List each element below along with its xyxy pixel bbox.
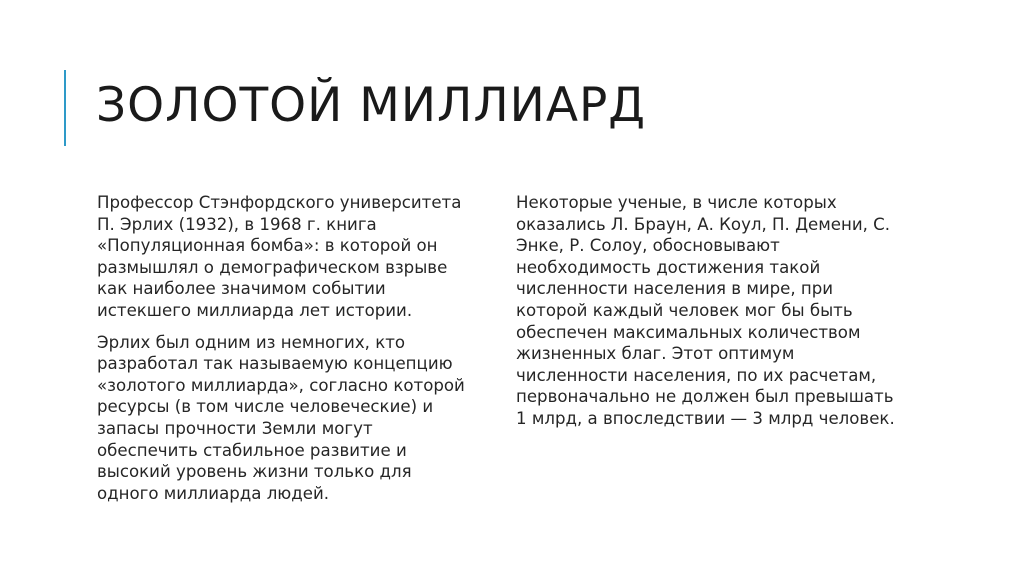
left-text-column — [97, 192, 477, 514]
slide-title: ЗОЛОТОЙ МИЛЛИАРД — [96, 78, 647, 133]
left-paragraph-2: Эрлих был одним из немногих, кто разработал так называемую концепцию «золотого миллиарда», согласно которой ресурсы (в том числе человеческие) и запасы прочности Земли могут обеспечить стабильное развитие и высокий уровень жизни только для одного миллиарда людей. — [97, 332, 465, 503]
right-text-column — [516, 192, 904, 440]
right-paragraph-1: Некоторые ученые, в числе которых оказались Л. Браун, А. Коул, П. Демени, С. Энке, Р. Солоу, обосновывают необходимость достижения такой численности населения в мире, при которой каждый человек мог бы быть обеспечен максимальных количеством жизненных благ. Этот оптимум численности населения, по их расчетам, первоначально не должен был превышать 1 млрд, а впоследствии — 3 млрд человек. — [516, 193, 895, 428]
title-accent-bar — [64, 70, 66, 146]
left-paragraph-1: Профессор Стэнфордского университета П. Эрлих (1932), в 1968 г. книга «Популяционная бомба»: в которой он размышлял о демографическом взрыве как наиболее значимом событии истекшего миллиарда лет истории. — [97, 193, 462, 320]
